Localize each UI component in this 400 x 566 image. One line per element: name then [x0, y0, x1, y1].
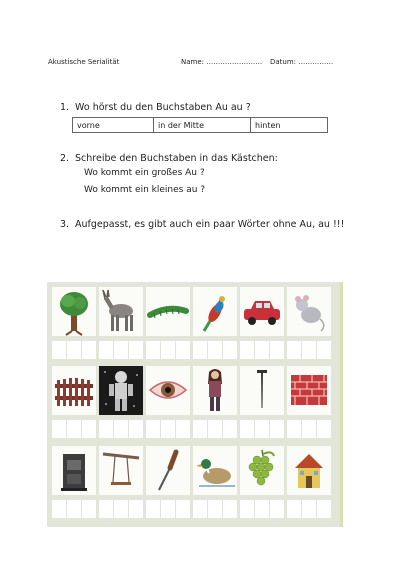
letter-boxes[interactable] — [193, 420, 237, 438]
letter-boxes[interactable] — [240, 500, 284, 518]
picture-grid — [47, 282, 343, 527]
picture-tile — [287, 287, 331, 362]
picture-tile — [52, 446, 96, 521]
picture-tile — [287, 446, 331, 521]
name-field[interactable]: Name: …………………… — [181, 58, 263, 66]
letter-boxes[interactable] — [146, 500, 190, 518]
question-text: Wo hörst du den Buchstaben Au au ? — [75, 102, 251, 113]
tree-icon — [52, 287, 96, 336]
eye-icon — [146, 366, 190, 415]
letter-boxes[interactable] — [99, 500, 143, 518]
picture-tile — [146, 446, 190, 521]
brick-wall-icon — [287, 366, 331, 415]
position-front-cell[interactable]: vorne — [73, 118, 154, 133]
stove-icon — [52, 446, 96, 495]
letter-boxes[interactable] — [52, 500, 96, 518]
picture-tile — [193, 287, 237, 362]
nail-icon — [240, 366, 284, 415]
letter-boxes[interactable] — [287, 341, 331, 359]
fence-icon — [52, 366, 96, 415]
letter-boxes[interactable] — [240, 341, 284, 359]
picture-tile — [99, 287, 143, 362]
worksheet-title: Akustische Serialität — [48, 58, 120, 66]
sub-question-lower: Wo kommt ein kleines au ? — [84, 185, 206, 195]
letter-boxes[interactable] — [193, 500, 237, 518]
position-end-cell[interactable]: hinten — [251, 118, 328, 133]
date-field[interactable]: Datum: …………… — [270, 58, 334, 66]
letter-boxes[interactable] — [287, 500, 331, 518]
question-number: 1. — [60, 102, 70, 113]
picture-tile — [52, 287, 96, 362]
duck-icon — [193, 446, 237, 495]
screwdriver-icon — [146, 446, 190, 495]
picture-tile — [99, 366, 143, 441]
sub-question-upper: Wo kommt ein großes Au ? — [84, 168, 205, 178]
car-icon — [240, 287, 284, 336]
grapes-icon — [240, 446, 284, 495]
donkey-icon — [99, 287, 143, 336]
picture-tile — [193, 446, 237, 521]
letter-boxes[interactable] — [99, 420, 143, 438]
mouse-icon — [287, 287, 331, 336]
swing-icon — [99, 446, 143, 495]
question-number: 3. — [60, 219, 70, 230]
picture-tile — [146, 366, 190, 441]
picture-tile — [240, 446, 284, 521]
letter-boxes[interactable] — [146, 420, 190, 438]
astronaut-icon — [99, 366, 143, 415]
question-3 — [60, 219, 344, 230]
letter-boxes[interactable] — [240, 420, 284, 438]
letter-boxes[interactable] — [99, 341, 143, 359]
letter-boxes[interactable] — [52, 420, 96, 438]
picture-tile — [240, 366, 284, 441]
letter-boxes[interactable] — [146, 341, 190, 359]
picture-tile — [146, 287, 190, 362]
position-middle-cell[interactable]: in der Mitte — [154, 118, 251, 133]
letter-boxes[interactable] — [52, 341, 96, 359]
letter-boxes[interactable] — [193, 341, 237, 359]
worksheet-header — [48, 58, 348, 70]
question-text: Aufgepasst, es gibt auch ein paar Wörter ohne Au, au !!! — [75, 219, 345, 230]
caterpillar-icon — [146, 287, 190, 336]
picture-tile — [287, 366, 331, 441]
woman-icon — [193, 366, 237, 415]
house-icon — [287, 446, 331, 495]
picture-tile — [52, 366, 96, 441]
picture-tile — [240, 287, 284, 362]
question-2 — [60, 153, 278, 164]
question-text: Schreibe den Buchstaben in das Kästchen: — [75, 153, 278, 164]
position-table — [72, 117, 328, 133]
parrot-icon — [193, 287, 237, 336]
question-number: 2. — [60, 153, 70, 164]
picture-tile — [193, 366, 237, 441]
picture-tile — [99, 446, 143, 521]
question-1 — [60, 102, 251, 113]
letter-boxes[interactable] — [287, 420, 331, 438]
